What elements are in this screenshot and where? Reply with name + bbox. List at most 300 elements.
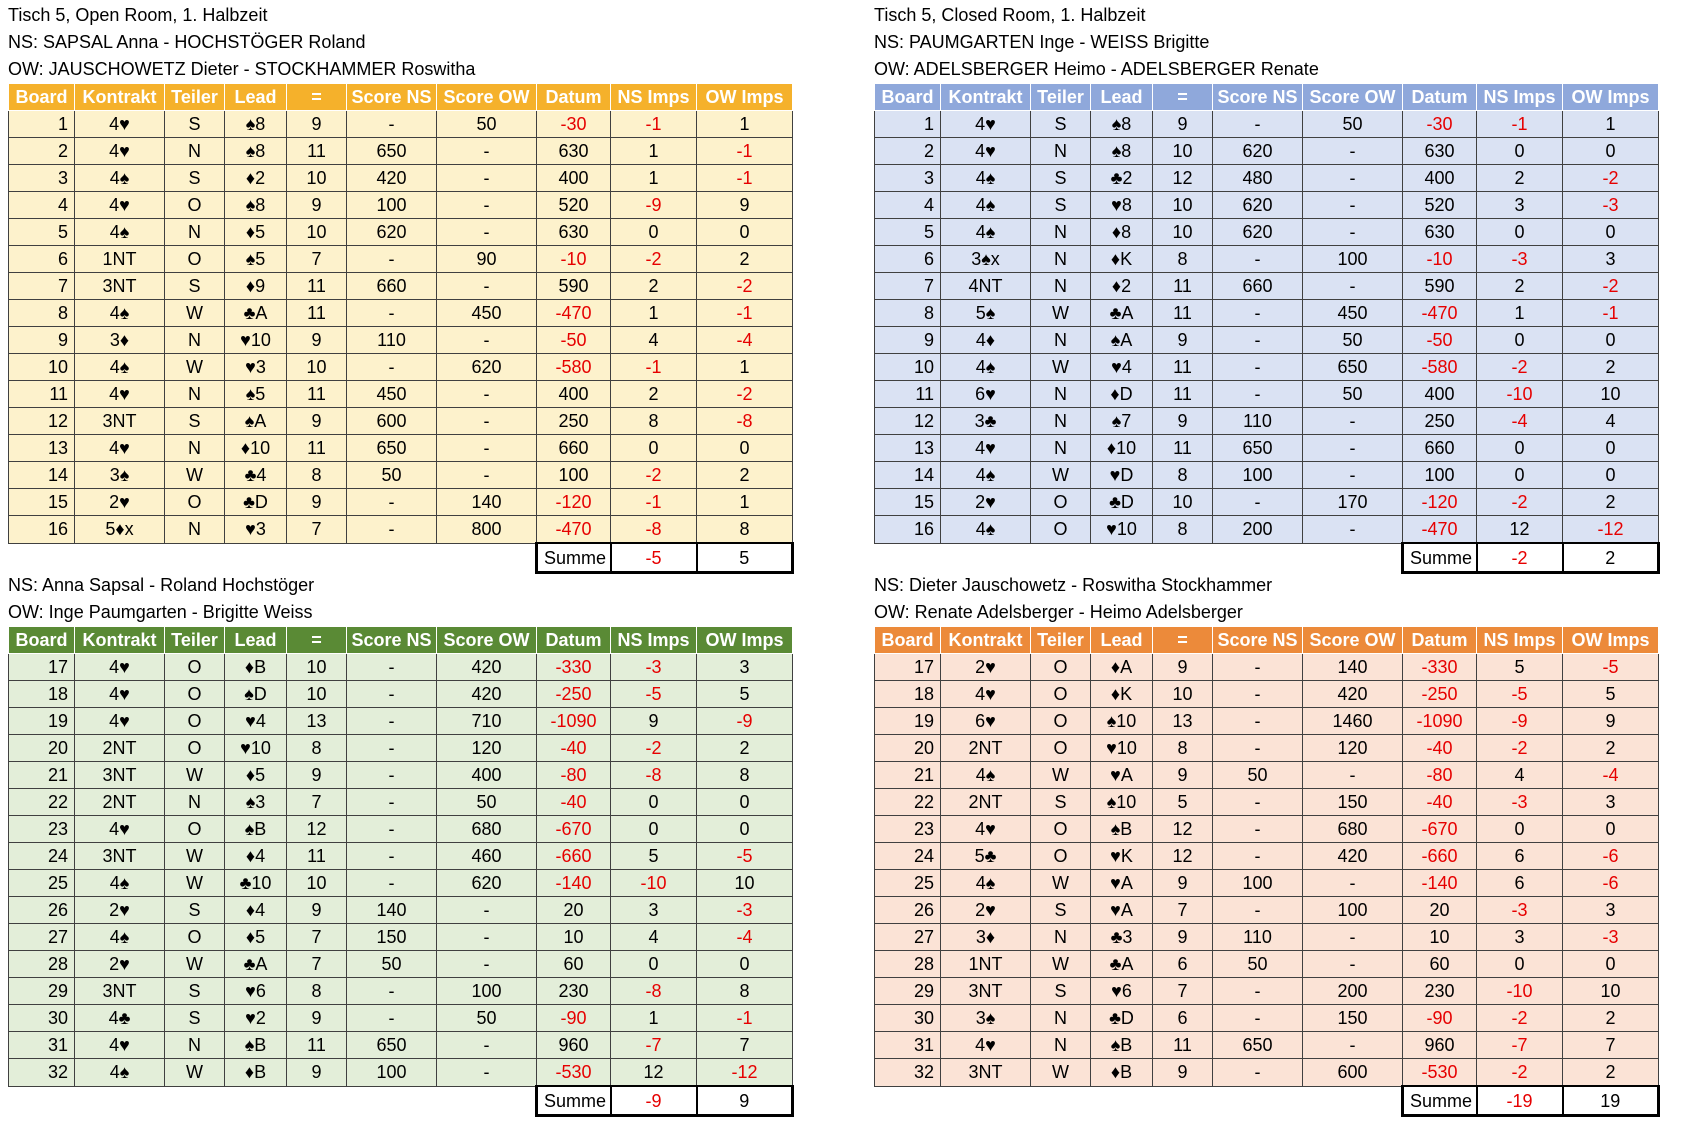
cell-contract: 2♥	[75, 951, 165, 978]
cell-contract: 3♠x	[941, 246, 1031, 273]
cell-board: 5	[9, 219, 75, 246]
column-header-ow-imps: OW Imps	[1563, 84, 1659, 111]
cell-dealer: O	[165, 924, 225, 951]
cell-ow-imps: 8	[697, 762, 793, 789]
sum-ow-imps: 9	[697, 1086, 793, 1116]
cell-score-ns: -	[1213, 1005, 1303, 1032]
cell-score-ow: 50	[437, 111, 537, 138]
cell-board: 4	[9, 192, 75, 219]
cell-ns-imps: 3	[1477, 192, 1563, 219]
cell-ns-imps: 0	[1477, 435, 1563, 462]
cell-dealer: W	[165, 300, 225, 327]
cell-ns-imps: 0	[611, 219, 697, 246]
cell-board: 19	[9, 708, 75, 735]
cell-board: 11	[9, 381, 75, 408]
empty-cell	[875, 543, 941, 573]
cell-tricks: 13	[287, 708, 347, 735]
cell-score-ns: 660	[347, 273, 437, 300]
cell-board: 12	[9, 408, 75, 435]
cell-dealer: O	[1031, 654, 1091, 681]
cell-score-ow: 710	[437, 708, 537, 735]
table-row	[9, 354, 793, 381]
cell-board: 2	[9, 138, 75, 165]
table-row	[9, 327, 793, 354]
cell-tricks: 9	[287, 489, 347, 516]
cell-ns-imps: -1	[611, 354, 697, 381]
cell-tricks: 11	[1153, 300, 1213, 327]
column-header-score-ns: Score NS	[1213, 627, 1303, 654]
cell-dealer: W	[165, 1059, 225, 1087]
cell-score-ns: 110	[1213, 408, 1303, 435]
cell-score-ow: 1460	[1303, 708, 1403, 735]
table-row	[875, 246, 1659, 273]
cell-ns-imps: 12	[611, 1059, 697, 1087]
cell-tricks: 9	[1153, 762, 1213, 789]
cell-datum: 20	[1403, 897, 1477, 924]
cell-score-ns: 110	[1213, 924, 1303, 951]
table-row	[875, 165, 1659, 192]
cell-lead: ♦2	[1091, 273, 1153, 300]
table-row	[875, 735, 1659, 762]
cell-lead: ♠3	[225, 789, 287, 816]
cell-ns-imps: 0	[1477, 327, 1563, 354]
cell-score-ns: 100	[1213, 462, 1303, 489]
cell-contract: 4♥	[941, 681, 1031, 708]
cell-contract: 4♥	[75, 654, 165, 681]
cell-datum: 230	[1403, 978, 1477, 1005]
cell-tricks: 11	[1153, 381, 1213, 408]
cell-contract: 6♥	[941, 708, 1031, 735]
cell-datum: 10	[1403, 924, 1477, 951]
cell-score-ow: -	[437, 273, 537, 300]
cell-dealer: N	[1031, 327, 1091, 354]
cell-tricks: 9	[1153, 924, 1213, 951]
cell-score-ns: 50	[347, 951, 437, 978]
cell-datum: 660	[537, 435, 611, 462]
cell-contract: 3NT	[75, 762, 165, 789]
cell-ow-imps: -5	[1563, 654, 1659, 681]
cell-score-ow: 620	[437, 870, 537, 897]
cell-score-ns: -	[347, 681, 437, 708]
cell-ns-imps: 6	[1477, 870, 1563, 897]
cell-datum: -40	[537, 735, 611, 762]
cell-score-ns: 660	[1213, 273, 1303, 300]
table-row	[875, 516, 1659, 544]
cell-dealer: N	[165, 435, 225, 462]
cell-board: 13	[9, 435, 75, 462]
cell-score-ns: 50	[1213, 762, 1303, 789]
cell-score-ow: -	[1303, 138, 1403, 165]
cell-ow-imps: 2	[1563, 489, 1659, 516]
cell-datum: 100	[1403, 462, 1477, 489]
cell-contract: 3NT	[75, 273, 165, 300]
table-row	[875, 1059, 1659, 1087]
cell-score-ns: -	[1213, 111, 1303, 138]
cell-ow-imps: -9	[697, 708, 793, 735]
cell-score-ns: -	[347, 735, 437, 762]
cell-contract: 4♥	[75, 708, 165, 735]
cell-tricks: 10	[287, 681, 347, 708]
table-row	[875, 1032, 1659, 1059]
cell-datum: -80	[537, 762, 611, 789]
header-line: OW: Renate Adelsberger - Heimo Adelsberger	[874, 602, 1243, 622]
cell-tricks: 9	[287, 327, 347, 354]
cell-lead: ♦5	[225, 219, 287, 246]
cell-ns-imps: 0	[611, 435, 697, 462]
cell-tricks: 7	[287, 516, 347, 544]
cell-contract: 2NT	[941, 789, 1031, 816]
cell-score-ns: -	[347, 300, 437, 327]
cell-tricks: 9	[287, 1059, 347, 1087]
cell-tricks: 9	[287, 897, 347, 924]
cell-tricks: 9	[1153, 327, 1213, 354]
cell-contract: 2♥	[941, 654, 1031, 681]
cell-score-ow: -	[1303, 1032, 1403, 1059]
empty-cell	[941, 1086, 1031, 1116]
cell-ns-imps: 1	[1477, 300, 1563, 327]
cell-dealer: N	[1031, 408, 1091, 435]
cell-lead: ♣3	[1091, 924, 1153, 951]
cell-score-ns: 650	[1213, 1032, 1303, 1059]
cell-lead: ♦K	[1091, 681, 1153, 708]
cell-tricks: 7	[287, 789, 347, 816]
cell-board: 23	[9, 816, 75, 843]
cell-contract: 2♥	[941, 489, 1031, 516]
cell-contract: 3NT	[75, 408, 165, 435]
cell-board: 6	[9, 246, 75, 273]
column-header-lead: Lead	[1091, 84, 1153, 111]
sum-ns-imps: -19	[1477, 1086, 1563, 1116]
cell-tricks: 10	[287, 654, 347, 681]
cell-tricks: 10	[287, 354, 347, 381]
sum-row	[9, 543, 793, 573]
cell-contract: 4♥	[75, 816, 165, 843]
cell-board: 6	[875, 246, 941, 273]
cell-score-ow: -	[437, 381, 537, 408]
cell-contract: 4♠	[941, 192, 1031, 219]
cell-score-ns: 100	[1213, 870, 1303, 897]
column-header-tricks: =	[287, 84, 347, 111]
cell-tricks: 9	[287, 192, 347, 219]
sum-ow-imps: 19	[1563, 1086, 1659, 1116]
cell-board: 17	[9, 654, 75, 681]
cell-tricks: 11	[1153, 273, 1213, 300]
cell-dealer: S	[165, 408, 225, 435]
cell-ns-imps: 5	[611, 843, 697, 870]
cell-score-ns: -	[347, 516, 437, 544]
table-row	[9, 138, 793, 165]
cell-board: 16	[9, 516, 75, 544]
cell-datum: -530	[537, 1059, 611, 1087]
cell-ow-imps: 10	[697, 870, 793, 897]
cell-lead: ♥4	[225, 708, 287, 735]
cell-ow-imps: -1	[697, 138, 793, 165]
cell-lead: ♥3	[225, 354, 287, 381]
cell-score-ns: 650	[347, 1032, 437, 1059]
cell-lead: ♠5	[225, 246, 287, 273]
cell-dealer: O	[165, 816, 225, 843]
cell-tricks: 8	[287, 735, 347, 762]
cell-datum: 630	[537, 219, 611, 246]
cell-datum: 60	[537, 951, 611, 978]
cell-tricks: 10	[1153, 489, 1213, 516]
cell-dealer: W	[1031, 462, 1091, 489]
cell-dealer: S	[1031, 165, 1091, 192]
cell-datum: 400	[1403, 165, 1477, 192]
column-header-ns-imps: NS Imps	[611, 84, 697, 111]
cell-ow-imps: -2	[1563, 165, 1659, 192]
cell-tricks: 8	[1153, 735, 1213, 762]
column-header-datum: Datum	[537, 84, 611, 111]
sum-row	[875, 1086, 1659, 1116]
cell-board: 29	[9, 978, 75, 1005]
cell-dealer: S	[165, 273, 225, 300]
cell-score-ns: 650	[347, 138, 437, 165]
cell-datum: -580	[1403, 354, 1477, 381]
cell-datum: -90	[537, 1005, 611, 1032]
cell-tricks: 7	[1153, 978, 1213, 1005]
cell-contract: 4♠	[75, 354, 165, 381]
cell-tricks: 10	[1153, 138, 1213, 165]
cell-dealer: O	[1031, 489, 1091, 516]
empty-cell	[9, 543, 75, 573]
table-row	[875, 138, 1659, 165]
cell-dealer: N	[1031, 1005, 1091, 1032]
empty-cell	[287, 1086, 347, 1116]
cell-datum: -120	[537, 489, 611, 516]
cell-dealer: W	[1031, 354, 1091, 381]
cell-score-ow: -	[437, 408, 537, 435]
cell-ns-imps: 4	[611, 924, 697, 951]
cell-lead: ♠B	[225, 1032, 287, 1059]
empty-cell	[437, 1086, 537, 1116]
table-row	[875, 708, 1659, 735]
open-room-first-half	[8, 2, 794, 574]
column-header-score-ow: Score OW	[437, 627, 537, 654]
cell-tricks: 10	[287, 219, 347, 246]
cell-lead: ♠B	[225, 816, 287, 843]
cell-dealer: O	[165, 681, 225, 708]
cell-contract: 4♠	[941, 870, 1031, 897]
cell-score-ns: 420	[347, 165, 437, 192]
cell-datum: -40	[537, 789, 611, 816]
cell-datum: -670	[537, 816, 611, 843]
cell-dealer: O	[165, 708, 225, 735]
empty-cell	[347, 1086, 437, 1116]
cell-ns-imps: 2	[611, 381, 697, 408]
cell-ow-imps: 10	[1563, 978, 1659, 1005]
cell-dealer: N	[165, 219, 225, 246]
cell-dealer: W	[1031, 762, 1091, 789]
cell-board: 9	[875, 327, 941, 354]
cell-contract: 4♥	[941, 138, 1031, 165]
cell-dealer: S	[1031, 897, 1091, 924]
cell-lead: ♦9	[225, 273, 287, 300]
cell-score-ow: -	[437, 435, 537, 462]
cell-tricks: 12	[1153, 816, 1213, 843]
cell-contract: 2♥	[941, 897, 1031, 924]
table-row	[875, 354, 1659, 381]
header-line: Tisch 5, Closed Room, 1. Halbzeit	[874, 5, 1146, 25]
cell-contract: 4♥	[941, 1032, 1031, 1059]
cell-score-ow: 90	[437, 246, 537, 273]
cell-contract: 4♠	[941, 165, 1031, 192]
column-header-score-ns: Score NS	[347, 84, 437, 111]
cell-lead: ♥6	[1091, 978, 1153, 1005]
cell-score-ns: -	[1213, 735, 1303, 762]
cell-tricks: 8	[287, 978, 347, 1005]
cell-datum: -530	[1403, 1059, 1477, 1087]
cell-contract: 2♥	[75, 897, 165, 924]
sum-ns-imps: -5	[611, 543, 697, 573]
table-row	[875, 192, 1659, 219]
cell-dealer: N	[165, 138, 225, 165]
cell-board: 10	[9, 354, 75, 381]
cell-contract: 4♦	[941, 327, 1031, 354]
cell-score-ns: -	[1213, 897, 1303, 924]
cell-datum: -140	[1403, 870, 1477, 897]
cell-dealer: N	[1031, 273, 1091, 300]
cell-ns-imps: -2	[1477, 354, 1563, 381]
cell-score-ow: 100	[437, 978, 537, 1005]
cell-datum: 400	[1403, 381, 1477, 408]
cell-contract: 4♥	[941, 435, 1031, 462]
cell-score-ns: -	[1213, 354, 1303, 381]
cell-ns-imps: 1	[611, 165, 697, 192]
cell-contract: 3♣	[941, 408, 1031, 435]
cell-lead: ♠8	[225, 138, 287, 165]
cell-score-ow: 680	[1303, 816, 1403, 843]
cell-contract: 5♠	[941, 300, 1031, 327]
table-header-lines	[8, 572, 794, 626]
cell-score-ow: 50	[1303, 327, 1403, 354]
cell-score-ow: 100	[1303, 246, 1403, 273]
cell-ow-imps: 7	[1563, 1032, 1659, 1059]
cell-board: 9	[9, 327, 75, 354]
cell-ow-imps: 2	[1563, 354, 1659, 381]
cell-ow-imps: 0	[1563, 219, 1659, 246]
cell-tricks: 9	[1153, 654, 1213, 681]
cell-dealer: W	[1031, 951, 1091, 978]
cell-score-ns: -	[347, 1005, 437, 1032]
empty-cell	[75, 543, 165, 573]
empty-cell	[225, 1086, 287, 1116]
cell-ns-imps: -10	[611, 870, 697, 897]
cell-ns-imps: 0	[1477, 951, 1563, 978]
table-row	[9, 489, 793, 516]
cell-board: 26	[9, 897, 75, 924]
cell-ow-imps: 7	[697, 1032, 793, 1059]
cell-tricks: 8	[1153, 516, 1213, 544]
cell-contract: 4♠	[941, 462, 1031, 489]
cell-score-ow: 150	[1303, 789, 1403, 816]
cell-score-ow: 420	[1303, 681, 1403, 708]
cell-datum: -30	[1403, 111, 1477, 138]
cell-contract: 4♠	[941, 762, 1031, 789]
table-row	[9, 816, 793, 843]
cell-score-ns: 110	[347, 327, 437, 354]
cell-board: 8	[9, 300, 75, 327]
cell-score-ow: -	[437, 327, 537, 354]
empty-cell	[1091, 543, 1153, 573]
cell-board: 1	[875, 111, 941, 138]
cell-ow-imps: 0	[1563, 435, 1659, 462]
cell-ns-imps: -4	[1477, 408, 1563, 435]
cell-datum: -330	[537, 654, 611, 681]
cell-score-ow: -	[1303, 408, 1403, 435]
cell-dealer: W	[1031, 300, 1091, 327]
cell-lead: ♦5	[225, 762, 287, 789]
cell-board: 4	[875, 192, 941, 219]
cell-board: 3	[9, 165, 75, 192]
cell-score-ns: -	[347, 354, 437, 381]
table-row	[875, 816, 1659, 843]
cell-lead: ♣2	[1091, 165, 1153, 192]
score-table	[8, 626, 794, 1117]
cell-score-ns: -	[1213, 843, 1303, 870]
cell-lead: ♠8	[225, 192, 287, 219]
cell-dealer: N	[165, 789, 225, 816]
table-row	[875, 978, 1659, 1005]
table-row	[875, 789, 1659, 816]
sum-ow-imps: 5	[697, 543, 793, 573]
cell-dealer: O	[165, 654, 225, 681]
cell-datum: 520	[1403, 192, 1477, 219]
cell-score-ow: 150	[1303, 1005, 1403, 1032]
table-row	[9, 735, 793, 762]
cell-ns-imps: -2	[1477, 489, 1563, 516]
cell-ow-imps: 0	[697, 435, 793, 462]
cell-datum: -470	[1403, 516, 1477, 544]
cell-score-ns: 620	[1213, 138, 1303, 165]
cell-board: 12	[875, 408, 941, 435]
empty-cell	[9, 1086, 75, 1116]
cell-datum: -470	[1403, 300, 1477, 327]
cell-contract: 4NT	[941, 273, 1031, 300]
cell-dealer: O	[165, 735, 225, 762]
empty-cell	[287, 543, 347, 573]
cell-lead: ♥A	[1091, 762, 1153, 789]
cell-score-ns: -	[1213, 789, 1303, 816]
cell-ow-imps: 2	[697, 246, 793, 273]
table-row	[9, 381, 793, 408]
cell-score-ow: 680	[437, 816, 537, 843]
cell-score-ow: 50	[437, 1005, 537, 1032]
cell-lead: ♣D	[1091, 489, 1153, 516]
cell-ns-imps: 3	[611, 897, 697, 924]
empty-cell	[225, 543, 287, 573]
cell-ow-imps: -3	[697, 897, 793, 924]
cell-ow-imps: -12	[697, 1059, 793, 1087]
cell-contract: 1NT	[75, 246, 165, 273]
cell-ns-imps: -8	[611, 978, 697, 1005]
cell-tricks: 5	[1153, 789, 1213, 816]
cell-ns-imps: -3	[1477, 246, 1563, 273]
cell-contract: 4♥	[941, 816, 1031, 843]
sum-row	[875, 543, 1659, 573]
cell-tricks: 9	[1153, 870, 1213, 897]
cell-ns-imps: -1	[1477, 111, 1563, 138]
cell-lead: ♥3	[225, 516, 287, 544]
cell-ow-imps: -4	[697, 327, 793, 354]
cell-datum: 230	[537, 978, 611, 1005]
column-header-score-ns: Score NS	[347, 627, 437, 654]
cell-score-ow: 420	[437, 681, 537, 708]
cell-lead: ♦10	[225, 435, 287, 462]
cell-board: 7	[875, 273, 941, 300]
table-row	[9, 951, 793, 978]
table-row	[875, 408, 1659, 435]
